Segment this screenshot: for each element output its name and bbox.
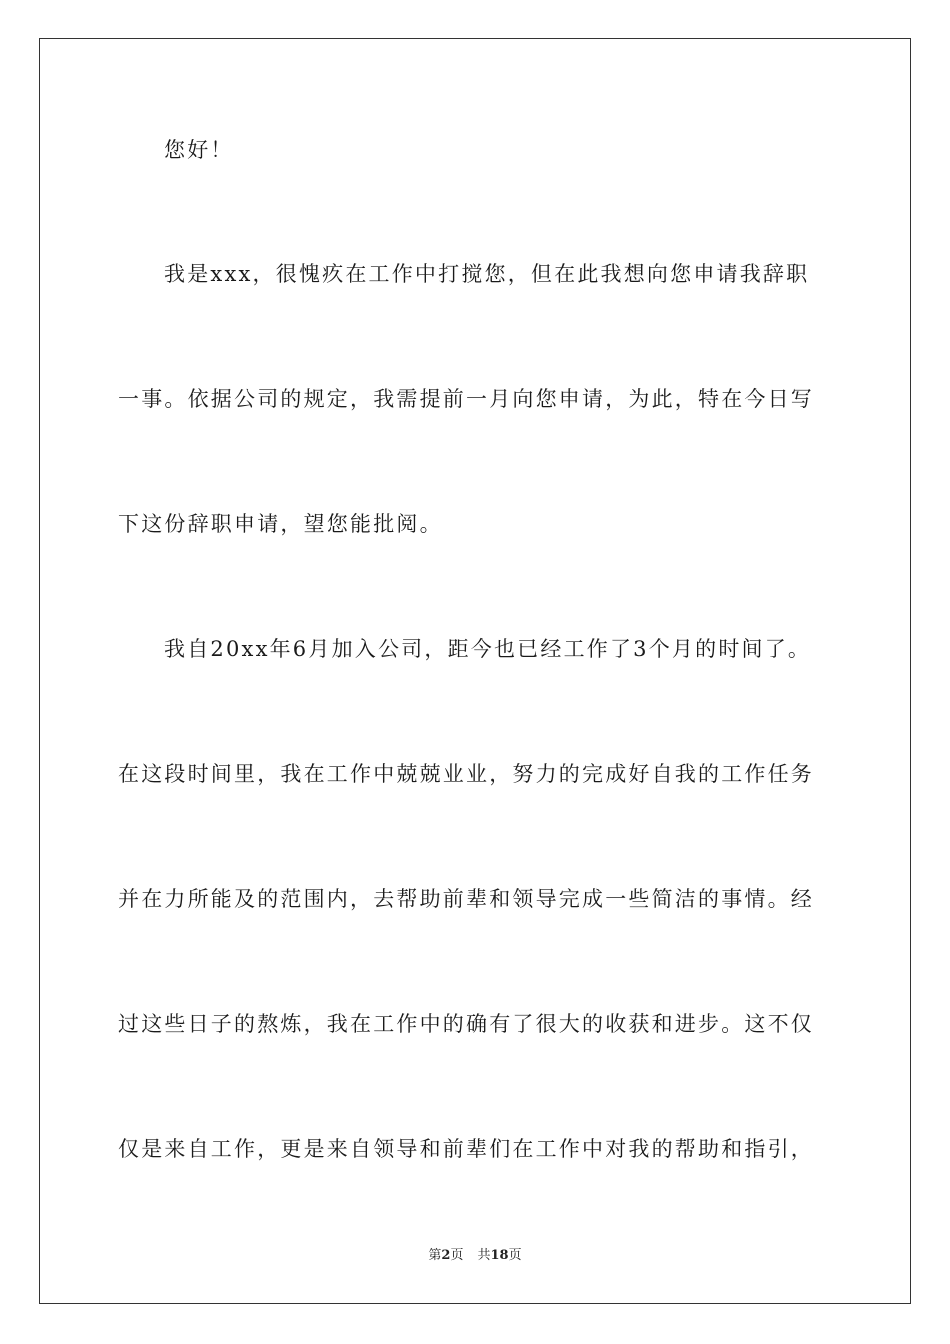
paragraph-1-line-1: 我是xxx，很愧疚在工作中打搅您，但在此我想向您申请我辞职: [164, 262, 810, 286]
total-prefix: 共: [477, 1248, 491, 1263]
paragraph-2-line-4: 过这些日子的熬炼，我在工作中的确有了很大的收获和进步。这不仅: [118, 1012, 814, 1036]
paragraph-1-line-3: 下这份辞职申请，望您能批阅。: [118, 512, 443, 536]
page-prefix: 第: [428, 1248, 442, 1263]
paragraph-1-line-2: 一事。依据公司的规定，我需提前一月向您申请，为此，特在今日写: [118, 387, 814, 411]
page-footer: [0, 1247, 950, 1265]
page-suffix: 页: [450, 1248, 464, 1263]
page-border: [39, 38, 911, 1304]
paragraph-2-line-1: 我自20xx年6月加入公司，距今也已经工作了3个月的时间了。: [164, 637, 812, 661]
paragraph-2-line-5: 仅是来自工作，更是来自领导和前辈们在工作中对我的帮助和指引，: [118, 1137, 814, 1161]
page-number: 2: [441, 1248, 451, 1263]
greeting-line: 您好！: [164, 138, 234, 162]
total-suffix: 页: [508, 1248, 522, 1263]
paragraph-2-line-3: 并在力所能及的范围内，去帮助前辈和领导完成一些简洁的事情。经: [118, 887, 814, 911]
paragraph-2-line-2: 在这段时间里，我在工作中兢兢业业，努力的完成好自我的工作任务: [118, 762, 814, 786]
total-pages: 18: [490, 1248, 509, 1263]
